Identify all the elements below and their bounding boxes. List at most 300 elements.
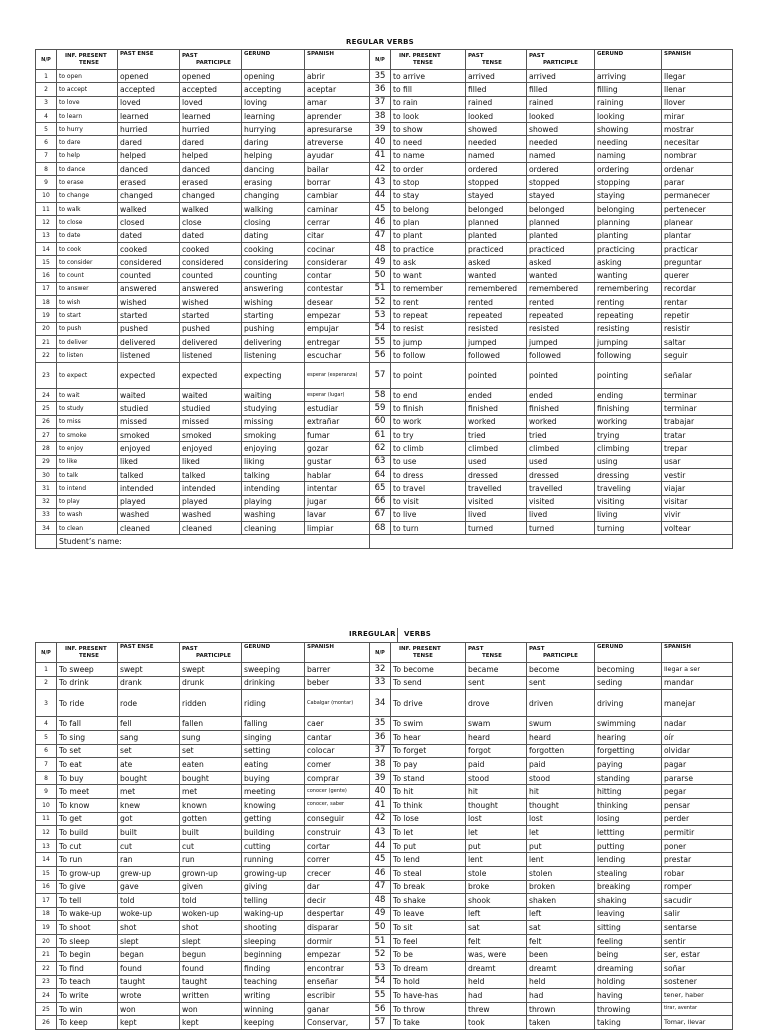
past-participle-cell: pointed (527, 362, 595, 389)
past-tense-cell: drank (118, 676, 180, 690)
past-participle-cell: heard (527, 730, 595, 744)
past-tense-cell: rode (118, 690, 180, 717)
regular-verbs-table (35, 49, 733, 549)
past-tense-cell: loved (118, 96, 180, 109)
spanish-cell: ganar (305, 1002, 370, 1016)
spanish-cell: jugar (305, 495, 370, 508)
row-number: 42 (370, 163, 391, 176)
infinitive-cell: To grow-up (57, 866, 118, 880)
infinitive-cell: to help (57, 149, 118, 162)
header-gerund: GERUND (595, 643, 662, 663)
row-number: 15 (36, 256, 57, 269)
spanish-cell: cortar (305, 839, 370, 853)
table-row (36, 362, 733, 389)
past-participle-cell: dressed (527, 468, 595, 481)
spanish-cell: planear (662, 216, 733, 229)
row-number: 46 (370, 216, 391, 229)
spanish-cell: trepar (662, 442, 733, 455)
gerund-cell: shooting (242, 921, 305, 935)
row-number: 22 (36, 349, 57, 362)
row-number: 15 (36, 866, 57, 880)
past-tense-cell: belonged (466, 202, 527, 215)
row-number: 40 (370, 785, 391, 799)
row-number: 16 (36, 880, 57, 894)
past-participle-cell: considered (180, 256, 242, 269)
past-tense-cell: stood (466, 771, 527, 785)
row-number: 23 (36, 362, 57, 389)
row-number: 18 (36, 907, 57, 921)
gerund-cell: changing (242, 189, 305, 202)
gerund-cell: waking-up (242, 907, 305, 921)
row-number: 32 (370, 663, 391, 677)
past-participle-cell: put (527, 839, 595, 853)
infinitive-cell: to deliver (57, 335, 118, 348)
infinitive-cell: to name (391, 149, 466, 162)
row-number: 14 (36, 242, 57, 255)
past-participle-cell: jumped (527, 335, 595, 348)
past-participle-cell: waited (180, 389, 242, 402)
header-past-participle: PAST PARTICIPLE (180, 643, 242, 663)
infinitive-cell: to practice (391, 242, 466, 255)
spanish-cell: conseguir (305, 812, 370, 826)
table-row (36, 335, 733, 348)
infinitive-cell: To eat (57, 758, 118, 772)
student-name-field[interactable]: Student’s name: (57, 535, 370, 549)
row-number: 1 (36, 70, 57, 83)
spanish-cell: crecer (305, 866, 370, 880)
past-participle-cell: become (527, 663, 595, 677)
past-tense-cell: visited (466, 495, 527, 508)
past-tense-cell: studied (118, 402, 180, 415)
past-tense-cell: cut (118, 839, 180, 853)
spanish-cell: entregar (305, 335, 370, 348)
row-number: 3 (36, 96, 57, 109)
infinitive-cell: To drink (57, 676, 118, 690)
spanish-cell: necesitar (662, 136, 733, 149)
infinitive-cell: To keep (57, 1016, 118, 1030)
row-number: 3 (36, 690, 57, 717)
past-participle-cell: arrived (527, 70, 595, 83)
row-number: 44 (370, 839, 391, 853)
row-number: 51 (370, 934, 391, 948)
spanish-cell: llegar (662, 70, 733, 83)
spanish-cell: resistir (662, 322, 733, 335)
infinitive-cell: to plan (391, 216, 466, 229)
past-participle-cell: helped (180, 149, 242, 162)
past-tense-cell: wished (118, 296, 180, 309)
header-gerund: GERUND (242, 50, 305, 70)
spanish-cell: vestir (662, 468, 733, 481)
row-number: 12 (36, 826, 57, 840)
past-tense-cell: built (118, 826, 180, 840)
infinitive-cell: to expect (57, 362, 118, 389)
infinitive-cell: To buy (57, 771, 118, 785)
spanish-cell: llover (662, 96, 733, 109)
past-tense-cell: let (466, 826, 527, 840)
table-row (36, 962, 733, 976)
past-participle-cell: climbed (527, 442, 595, 455)
spanish-cell: contestar (305, 282, 370, 295)
row-number: 55 (370, 335, 391, 348)
spanish-cell: construir (305, 826, 370, 840)
header-past-tense: PAST ENSE (118, 643, 180, 663)
spanish-cell: repetir (662, 309, 733, 322)
past-tense-cell: won (118, 1002, 180, 1016)
past-participle-cell: begun (180, 948, 242, 962)
infinitive-cell: To hold (391, 975, 466, 989)
gerund-cell: feeling (595, 934, 662, 948)
row-number: 42 (370, 812, 391, 826)
row-number: 50 (370, 921, 391, 935)
row-number: 18 (36, 296, 57, 309)
row-number: 49 (370, 256, 391, 269)
infinitive-cell: To feel (391, 934, 466, 948)
spanish-cell: ordenar (662, 163, 733, 176)
spanish-cell: hablar (305, 468, 370, 481)
row-number: 4 (36, 109, 57, 122)
gerund-cell: waiting (242, 389, 305, 402)
spanish-cell: barrer (305, 663, 370, 677)
gerund-cell: turning (595, 522, 662, 535)
spanish-cell: usar (662, 455, 733, 468)
spanish-cell: permitir (662, 826, 733, 840)
infinitive-cell: to wait (57, 389, 118, 402)
infinitive-cell: to walk (57, 202, 118, 215)
past-participle-cell: taken (527, 1016, 595, 1030)
gerund-cell: finding (242, 962, 305, 976)
spanish-cell: terminar (662, 389, 733, 402)
gerund-cell: teaching (242, 975, 305, 989)
row-number: 2 (36, 83, 57, 96)
gerund-cell: losing (595, 812, 662, 826)
gerund-cell: showing (595, 123, 662, 136)
infinitive-cell: to belong (391, 202, 466, 215)
gerund-cell: putting (595, 839, 662, 853)
spanish-cell: ser, estar (662, 948, 733, 962)
gerund-cell: throwing (595, 1002, 662, 1016)
gerund-cell: falling (242, 717, 305, 731)
past-tense-cell: told (118, 894, 180, 908)
past-participle-cell: learned (180, 109, 242, 122)
table-row (36, 242, 733, 255)
row-number: 52 (370, 948, 391, 962)
infinitive-cell: to dance (57, 163, 118, 176)
table-row (36, 415, 733, 428)
past-participle-cell: swum (527, 717, 595, 731)
gerund-cell: studying (242, 402, 305, 415)
past-participle-cell: talked (180, 468, 242, 481)
gerund-cell: dreaming (595, 962, 662, 976)
past-participle-cell: kept (180, 1016, 242, 1030)
past-participle-cell: expected (180, 362, 242, 389)
spanish-cell: voltear (662, 522, 733, 535)
row-number: 20 (36, 934, 57, 948)
row-number: 31 (36, 482, 57, 495)
spanish-cell: contar (305, 269, 370, 282)
row-number: 53 (370, 962, 391, 976)
past-participle-cell: ridden (180, 690, 242, 717)
infinitive-cell: To sing (57, 730, 118, 744)
past-tense-cell: delivered (118, 335, 180, 348)
spanish-cell: gustar (305, 455, 370, 468)
past-tense-cell: counted (118, 269, 180, 282)
infinitive-cell: To get (57, 812, 118, 826)
header-past-tense: PAST TENSE (466, 50, 527, 70)
row-number: 38 (370, 109, 391, 122)
gerund-cell: enjoying (242, 442, 305, 455)
spanish-cell: mostrar (662, 123, 733, 136)
infinitive-cell: To lose (391, 812, 466, 826)
past-participle-cell: listened (180, 349, 242, 362)
row-number: 8 (36, 771, 57, 785)
infinitive-cell: To teach (57, 975, 118, 989)
spanish-cell: mandar (662, 676, 733, 690)
infinitive-cell: To throw (391, 1002, 466, 1016)
past-participle-cell: let (527, 826, 595, 840)
past-tense-cell: practiced (466, 242, 527, 255)
gerund-cell: erasing (242, 176, 305, 189)
past-tense-cell: shot (118, 921, 180, 935)
past-participle-cell: rained (527, 96, 595, 109)
infinitive-cell: to push (57, 322, 118, 335)
student-name-blank (370, 535, 733, 549)
infinitive-cell: to miss (57, 415, 118, 428)
table-row (36, 730, 733, 744)
infinitive-cell: to open (57, 70, 118, 83)
infinitive-cell: to climb (391, 442, 466, 455)
row-number: 44 (370, 189, 391, 202)
row-number: 56 (370, 349, 391, 362)
past-tense-cell: dated (118, 229, 180, 242)
spanish-cell: intentar (305, 482, 370, 495)
spanish-cell: comer (305, 758, 370, 772)
infinitive-cell: to accept (57, 83, 118, 96)
past-tense-cell: changed (118, 189, 180, 202)
infinitive-cell: to turn (391, 522, 466, 535)
past-tense-cell: looked (466, 109, 527, 122)
infinitive-cell: To cut (57, 839, 118, 853)
gerund-cell: dancing (242, 163, 305, 176)
past-tense-cell: jumped (466, 335, 527, 348)
spanish-cell: abrir (305, 70, 370, 83)
past-tense-cell: swam (466, 717, 527, 731)
row-number: 41 (370, 149, 391, 162)
table-row (36, 812, 733, 826)
gerund-cell: visiting (595, 495, 662, 508)
past-tense-cell: resisted (466, 322, 527, 335)
table-row (36, 826, 733, 840)
infinitive-cell: to hurry (57, 123, 118, 136)
past-participle-cell: named (527, 149, 595, 162)
spanish-cell: tratar (662, 429, 733, 442)
spanish-cell: seguir (662, 349, 733, 362)
infinitive-cell: to erase (57, 176, 118, 189)
infinitive-cell: To dream (391, 962, 466, 976)
row-number: 21 (36, 948, 57, 962)
row-number: 60 (370, 415, 391, 428)
past-participle-cell: found (180, 962, 242, 976)
infinitive-cell: to end (391, 389, 466, 402)
past-tense-cell: became (466, 663, 527, 677)
infinitive-cell: To send (391, 676, 466, 690)
past-tense-cell: worked (466, 415, 527, 428)
gerund-cell: singing (242, 730, 305, 744)
past-tense-cell: travelled (466, 482, 527, 495)
table-row (36, 771, 733, 785)
table-row (36, 296, 733, 309)
past-participle-cell: eaten (180, 758, 242, 772)
past-participle-cell: cooked (180, 242, 242, 255)
past-participle-cell: had (527, 989, 595, 1003)
spanish-cell: sostener (662, 975, 733, 989)
past-tense-cell: was, were (466, 948, 527, 962)
title-divider (397, 628, 398, 642)
gerund-cell: pushing (242, 322, 305, 335)
past-participle-cell: accepted (180, 83, 242, 96)
infinitive-cell: To stand (391, 771, 466, 785)
past-participle-cell: followed (527, 349, 595, 362)
past-participle-cell: remembered (527, 282, 595, 295)
past-tense-cell: used (466, 455, 527, 468)
past-participle-cell: finished (527, 402, 595, 415)
past-tense-cell: closed (118, 216, 180, 229)
gerund-cell: drinking (242, 676, 305, 690)
past-participle-cell: driven (527, 690, 595, 717)
gerund-cell: lettting (595, 826, 662, 840)
gerund-cell: remembering (595, 282, 662, 295)
infinitive-cell: to date (57, 229, 118, 242)
spanish-cell: pegar (662, 785, 733, 799)
gerund-cell: stopping (595, 176, 662, 189)
row-number: 41 (370, 798, 391, 812)
row-number: 7 (36, 758, 57, 772)
header-infinitive: INF. PRESENT TENSE (57, 643, 118, 663)
infinitive-cell: to ask (391, 256, 466, 269)
spanish-cell: rentar (662, 296, 733, 309)
infinitive-cell: To sweep (57, 663, 118, 677)
spanish-cell: visitar (662, 495, 733, 508)
table-row (36, 907, 733, 921)
past-participle-cell: paid (527, 758, 595, 772)
spanish-cell: conocer, saber (305, 798, 370, 812)
spanish-cell: romper (662, 880, 733, 894)
past-tense-cell: considered (118, 256, 180, 269)
table-row (36, 522, 733, 535)
row-number: 17 (36, 894, 57, 908)
infinitive-cell: To drive (391, 690, 466, 717)
spanish-cell: disparar (305, 921, 370, 935)
past-tense-cell: found (118, 962, 180, 976)
row-number: 49 (370, 907, 391, 921)
infinitive-cell: to talk (57, 468, 118, 481)
past-tense-cell: planted (466, 229, 527, 242)
spanish-cell: cocinar (305, 242, 370, 255)
header-past-participle: PAST PARTICIPLE (527, 50, 595, 70)
gerund-cell: answering (242, 282, 305, 295)
table-row (36, 136, 733, 149)
spanish-cell: querer (662, 269, 733, 282)
past-tense-cell: set (118, 744, 180, 758)
past-participle-cell: taught (180, 975, 242, 989)
table-row (36, 389, 733, 402)
past-tense-cell: stopped (466, 176, 527, 189)
table-row (36, 96, 733, 109)
row-number: 20 (36, 322, 57, 335)
table-row (36, 839, 733, 853)
gerund-cell: driving (595, 690, 662, 717)
gerund-cell: dressing (595, 468, 662, 481)
spanish-cell: nadar (662, 717, 733, 731)
spanish-cell: vivir (662, 508, 733, 521)
header-past-participle: PAST PARTICIPLE (180, 50, 242, 70)
header-spanish: SPANISH (305, 643, 370, 663)
table-row (36, 83, 733, 96)
past-participle-cell: cleaned (180, 522, 242, 535)
row-number: 2 (36, 676, 57, 690)
row-number: 34 (370, 690, 391, 717)
row-number: 29 (36, 455, 57, 468)
past-tense-cell: erased (118, 176, 180, 189)
past-tense-cell: waited (118, 389, 180, 402)
gerund-cell: wishing (242, 296, 305, 309)
past-tense-cell: tried (466, 429, 527, 442)
past-participle-cell: swept (180, 663, 242, 677)
infinitive-cell: to order (391, 163, 466, 176)
irregular-verbs-title-left: IRREGULAR (349, 630, 396, 638)
spanish-cell: soñar (662, 962, 733, 976)
row-number: 59 (370, 402, 391, 415)
spanish-cell: saltar (662, 335, 733, 348)
infinitive-cell: to listen (57, 349, 118, 362)
past-participle-cell: counted (180, 269, 242, 282)
spanish-cell: prestar (662, 853, 733, 867)
past-participle-cell: loved (180, 96, 242, 109)
infinitive-cell: to travel (391, 482, 466, 495)
row-number: 17 (36, 282, 57, 295)
gerund-cell: swimming (595, 717, 662, 731)
gerund-cell: jumping (595, 335, 662, 348)
past-tense-cell: rained (466, 96, 527, 109)
row-number: 57 (370, 1016, 391, 1030)
spanish-cell: nombrar (662, 149, 733, 162)
gerund-cell: leaving (595, 907, 662, 921)
row-number: 47 (370, 880, 391, 894)
table-row (36, 894, 733, 908)
header-gerund: GERUND (595, 50, 662, 70)
table-row (36, 690, 733, 717)
gerund-cell: thinking (595, 798, 662, 812)
gerund-cell: missing (242, 415, 305, 428)
irregular-verbs-title-right: VERBS (404, 630, 431, 638)
header-infinitive: INF. PRESENT TENSE (391, 643, 466, 663)
past-participle-cell: planted (527, 229, 595, 242)
infinitive-cell: To pay (391, 758, 466, 772)
gerund-cell: giving (242, 880, 305, 894)
spanish-cell: decir (305, 894, 370, 908)
past-participle-cell: woken-up (180, 907, 242, 921)
past-tense-cell: sat (466, 921, 527, 935)
header-infinitive: INF. PRESENT TENSE (57, 50, 118, 70)
row-number: 11 (36, 202, 57, 215)
past-tense-cell: lost (466, 812, 527, 826)
row-number: 43 (370, 826, 391, 840)
past-participle-cell: bought (180, 771, 242, 785)
past-tense-cell: filled (466, 83, 527, 96)
spanish-cell: aprender (305, 109, 370, 122)
row-number: 39 (370, 771, 391, 785)
past-tense-cell: thought (466, 798, 527, 812)
header-np: N/P (36, 643, 57, 663)
